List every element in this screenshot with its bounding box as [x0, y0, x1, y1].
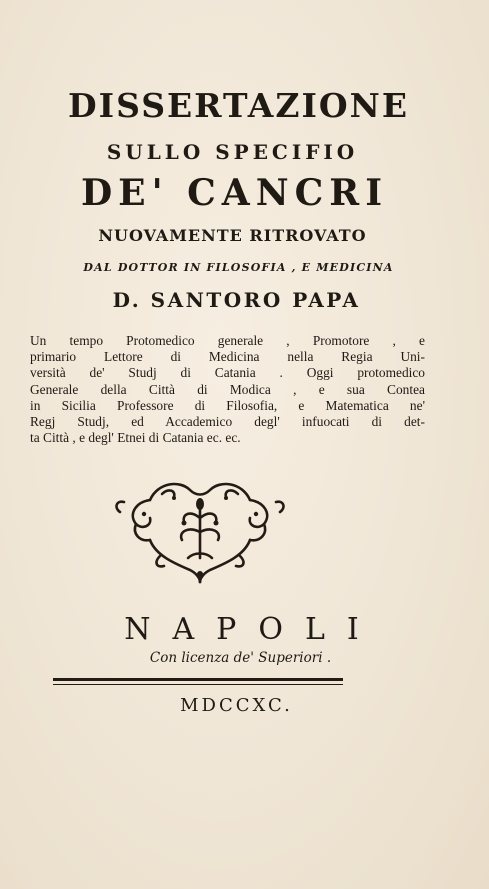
imprint-city: NAPOLI: [124, 612, 381, 647]
double-rule-thin: [53, 684, 343, 685]
author-description: [30, 333, 425, 446]
floral-vignette-icon: [110, 470, 290, 590]
subtitle-line-1: SULLO SPECIFIO: [106, 140, 359, 164]
book-title: DISSERTAZIONE: [68, 86, 409, 125]
imprint-year: MDCCXC.: [180, 695, 293, 716]
description-line: primario Lettore di Medicina nella Regia Uni-: [30, 349, 425, 365]
description-line: Regj Studj, ed Accademico degl' infuocati di det-: [30, 414, 425, 430]
double-rule-thick: [53, 678, 343, 681]
subject-title: DE' CANCRI: [80, 172, 389, 214]
subtitle-line-2: NUOVAMENTE RITROVATO: [98, 226, 367, 245]
description-line: ta Città , e degl' Etnei di Catania ec. ec.: [30, 430, 241, 446]
description-line: versità de' Studj di Catania . Oggi protomedico: [30, 365, 425, 381]
description-line: in Sicilia Professore di Filosofia, e Matematica ne': [30, 397, 425, 413]
description-line: Un tempo Protomedico generale , Promotore , e: [30, 333, 425, 348]
description-line: Generale della Città di Modica , e sua Contea: [30, 381, 425, 397]
license-line: Con licenza de' Superiori .: [149, 650, 332, 666]
subtitle-line-3: DAL DOTTOR IN FILOSOFIA , E MEDICINA: [83, 261, 394, 274]
author-name: D. SANTORO PAPA: [112, 288, 361, 312]
